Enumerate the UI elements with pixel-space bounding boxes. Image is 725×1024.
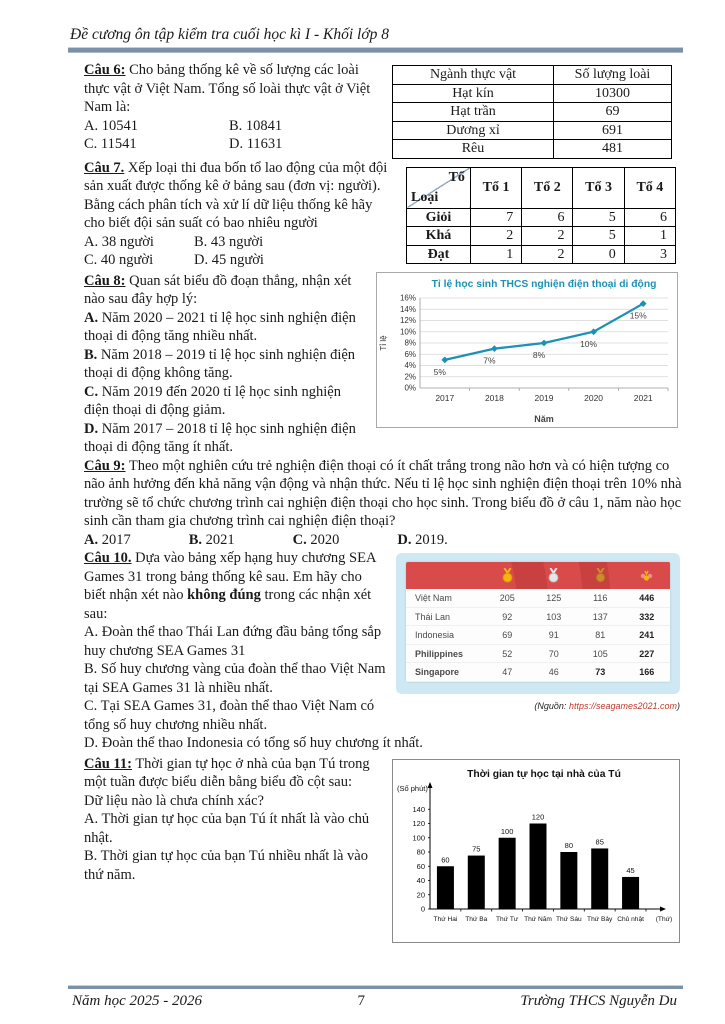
footer-row — [68, 989, 683, 1010]
table-header-row — [407, 167, 676, 208]
table-header-row — [393, 66, 672, 85]
bronze-medal-icon — [577, 568, 624, 583]
rating-value: 3 — [624, 245, 675, 264]
option-letter: C. — [84, 383, 99, 400]
q10-label: Câu 10. — [84, 550, 132, 566]
q9-paragraph — [84, 457, 683, 531]
rating-value: 2 — [522, 227, 573, 246]
count-col-header: Số lượng loài — [554, 66, 672, 85]
option-text: Năm 2019 đến 2020 tỉ lệ học sinh nghiện điện thoại di động giảm. — [84, 383, 341, 418]
q8-option-c — [84, 383, 368, 420]
q11-text: Thời gian tự học ở nhà của bạn Tú trong một tuần được biểu diễn bằng biểu đồ cột sau: — [84, 755, 370, 790]
table-row — [393, 140, 672, 159]
svg-text:Tỉ lệ học sinh THCS nghiện điệ: Tỉ lệ học sinh THCS nghiện điện thoại di động — [431, 278, 657, 290]
svg-text:15%: 15% — [629, 310, 647, 321]
rating-value: 1 — [470, 245, 521, 264]
svg-text:Thứ Năm: Thứ Năm — [524, 915, 552, 923]
table-row — [407, 208, 676, 227]
svg-text:(Thứ): (Thứ) — [655, 915, 673, 923]
q6-text: Cho bảng thống kê về số lượng các loài thực vật ở Việt Nam. Tổng số loài thực vật ở Việt Nam là: — [84, 62, 371, 115]
q10-text-after: trong các nhận xét sau: — [84, 587, 372, 622]
svg-text:16%: 16% — [399, 293, 416, 302]
total-count: 227 — [639, 648, 655, 659]
rating-value: 2 — [522, 245, 573, 264]
question-8 — [84, 272, 683, 457]
svg-text:5%: 5% — [433, 366, 446, 377]
question-11 — [84, 755, 683, 949]
total-count: 166 — [639, 667, 655, 677]
q10-text-bold: không đúng — [187, 587, 261, 603]
svg-text:Tỉ lệ: Tỉ lệ — [379, 334, 388, 351]
q9-answers — [84, 531, 683, 550]
svg-text:2020: 2020 — [584, 392, 604, 403]
q7-answer-b: B. 43 người — [194, 233, 264, 250]
total-count: 241 — [639, 630, 655, 640]
plant-species-table — [392, 65, 672, 159]
option-text: Năm 2017 – 2018 tỉ lệ học sinh nghiện điện thoại di động tăng ít nhất. — [84, 420, 356, 455]
page-content — [68, 53, 683, 979]
svg-text:7%: 7% — [483, 355, 496, 366]
total-count: 446 — [639, 593, 655, 603]
medal-table — [406, 562, 670, 682]
country-name: Indonesia — [415, 630, 455, 640]
q6-answers — [84, 117, 380, 154]
svg-text:100: 100 — [500, 826, 514, 836]
svg-text:140: 140 — [412, 804, 425, 814]
q10-option-c: C. Tại SEA Games 31, đoàn thể thao Việt Nam có tổng số huy chương nhiều nhất. — [84, 698, 375, 733]
gold-count: 69 — [502, 630, 513, 640]
plant-name: Rêu — [393, 140, 554, 159]
rating-value: 2 — [470, 227, 521, 246]
q7-label: Câu 7. — [84, 159, 125, 176]
svg-text:2018: 2018 — [484, 392, 504, 403]
silver-count: 125 — [546, 593, 562, 603]
bronze-count: 105 — [592, 648, 608, 659]
svg-text:4%: 4% — [404, 360, 416, 370]
svg-text:45: 45 — [626, 865, 635, 875]
rating-value: 6 — [522, 208, 573, 227]
medal-row — [406, 608, 670, 627]
q7-answer-c: C. 40 người — [84, 252, 154, 268]
q6-paragraph — [84, 61, 380, 117]
question-6-text-column — [84, 61, 380, 154]
table-row — [407, 245, 676, 264]
q8-option-b — [84, 346, 368, 383]
svg-text:Thứ Bảy: Thứ Bảy — [587, 915, 613, 923]
q7-answers — [84, 233, 396, 270]
diagonal-corner-cell — [407, 167, 471, 208]
question-6 — [84, 61, 683, 159]
svg-text:0%: 0% — [404, 383, 416, 392]
medal-row — [406, 663, 670, 682]
q6-answer-c: C. 11541 — [84, 136, 137, 152]
silver-count: 103 — [546, 611, 562, 622]
question-10 — [84, 549, 683, 734]
q7-answer-a: A. 38 người — [84, 233, 154, 250]
option-text: 2017 — [98, 531, 131, 548]
bronze-count: 137 — [592, 611, 608, 622]
svg-text:100: 100 — [412, 832, 425, 842]
table-row — [393, 103, 672, 122]
svg-text:10%: 10% — [580, 338, 598, 349]
option-text: Năm 2020 – 2021 tỉ lệ học sinh nghiện điện thoại di động tăng nhiều nhất. — [84, 309, 356, 344]
svg-text:(Số phút): (Số phút) — [397, 783, 428, 793]
team-col-header: Tổ 2 — [522, 167, 573, 208]
page-header — [68, 26, 683, 53]
country-name: Thái Lan — [415, 611, 451, 622]
question-7 — [84, 159, 683, 270]
corner-bottom-label: Loại — [411, 190, 439, 205]
bar-chart-figure — [392, 759, 680, 949]
option-letter: D. — [397, 531, 412, 548]
q7-answer-d: D. 45 người — [194, 252, 264, 268]
source-close: ) — [677, 700, 680, 711]
q6-answer-b: B. 10841 — [229, 117, 283, 134]
rating-value: 6 — [624, 208, 675, 227]
medal-row — [406, 626, 670, 645]
rating-value: 5 — [573, 208, 624, 227]
svg-text:2017: 2017 — [435, 392, 455, 403]
svg-text:12%: 12% — [399, 315, 416, 325]
page-footer — [68, 985, 683, 1010]
q9-answer-c — [293, 531, 340, 550]
total-count: 332 — [639, 611, 655, 622]
image-source-caption — [396, 697, 680, 716]
rating-value: 1 — [624, 227, 675, 246]
q6-label: Câu 6: — [84, 62, 126, 78]
plant-name: Hạt trần — [393, 103, 554, 122]
q11-option-b: B. Thời gian tự học của bạn Tú nhiều nhất là vào thứ năm. — [84, 848, 368, 883]
q11-option-a: A. Thời gian tự học của bạn Tú ít nhất là vào chủ nhật. — [84, 811, 370, 846]
phone-addiction-line-chart — [376, 272, 678, 428]
svg-text:120: 120 — [412, 818, 425, 828]
question-9 — [84, 457, 683, 550]
rating-value: 7 — [470, 208, 521, 227]
rating-label: Giỏi — [407, 208, 471, 227]
q6-answer-a: A. 10541 — [84, 117, 138, 134]
svg-text:Năm: Năm — [534, 413, 554, 424]
q11-question: Dữ liệu nào là chưa chính xác? — [84, 792, 264, 809]
table-row — [407, 227, 676, 246]
q9-answer-d — [397, 531, 447, 550]
rating-value: 5 — [573, 227, 624, 246]
team-col-header: Tổ 3 — [573, 167, 624, 208]
svg-text:40: 40 — [416, 875, 425, 885]
silver-count: 91 — [548, 630, 559, 640]
option-text: 2019. — [411, 531, 448, 548]
silver-medal-icon — [531, 568, 578, 583]
medal-table-header — [406, 562, 670, 589]
q9-answer-a — [84, 531, 131, 550]
medal-row — [406, 589, 670, 608]
corner-top-label: Tổ — [448, 169, 465, 185]
source-url: https://seagames2021.com — [568, 700, 677, 711]
svg-text:60: 60 — [416, 861, 425, 871]
country-name: Philippines — [415, 648, 464, 659]
q9-answer-b — [189, 531, 235, 550]
svg-text:80: 80 — [416, 847, 425, 856]
gold-count: 205 — [499, 593, 515, 603]
footer-page-number: 7 — [357, 993, 365, 1009]
q10-option-a: A. Đoàn thể thao Thái Lan đứng đầu bảng tổng sắp huy chương SEA Games 31 — [84, 624, 382, 659]
silver-count: 70 — [548, 648, 559, 659]
svg-text:6%: 6% — [404, 349, 416, 359]
plant-name: Hạt kín — [393, 84, 554, 103]
rating-value: 0 — [573, 245, 624, 264]
line-chart-figure — [376, 272, 678, 434]
source-label: (Nguồn: — [534, 700, 569, 711]
option-letter: A. — [84, 531, 99, 548]
svg-text:80: 80 — [564, 840, 574, 850]
option-letter: A. — [84, 309, 99, 326]
team-col-header: Tổ 4 — [624, 167, 675, 208]
q10-paragraph — [84, 549, 386, 623]
q7-text: Xếp loại thi đua bốn tổ lao động của một đội sản xuất được thống kê ở bảng sau (đơn vị: người). Bằng cách phân tích và xử lí dữ liệu thống kê hãy cho biết đội sản suất có bao nhiêu người — [84, 159, 388, 231]
svg-text:8%: 8% — [532, 349, 546, 360]
study-time-bar-chart — [392, 759, 680, 943]
question-8-text-column — [84, 272, 368, 457]
header-title: Đề cương ôn tập kiểm tra cuối học kì I - Khối lớp 8 — [70, 26, 390, 43]
medal-image-background — [396, 553, 680, 694]
q10-option-b: B. Số huy chương vàng của đoàn thể thao Việt Nam tại SEA Games 31 là nhiều nhất. — [84, 661, 386, 696]
q11-label: Câu 11: — [84, 755, 132, 772]
plant-count: 481 — [554, 140, 672, 159]
q7-paragraph — [84, 159, 396, 233]
gold-count: 52 — [502, 648, 513, 659]
q8-option-a — [84, 309, 368, 346]
question-7-text-column — [84, 159, 396, 270]
option-text: 2021 — [202, 531, 235, 548]
bronze-count: 116 — [593, 593, 608, 603]
question-11-text-column — [84, 755, 384, 885]
plant-count: 691 — [554, 121, 672, 140]
plant-count: 10300 — [554, 84, 672, 103]
q8-label: Câu 8: — [84, 272, 126, 289]
svg-text:60: 60 — [441, 854, 450, 864]
plant-count: 69 — [554, 103, 672, 122]
bronze-count: 73 — [595, 667, 606, 677]
option-letter: B. — [84, 346, 98, 363]
svg-text:14%: 14% — [399, 304, 416, 314]
svg-text:20: 20 — [416, 889, 425, 899]
option-letter: B. — [188, 531, 203, 548]
svg-text:Thứ Ba: Thứ Ba — [465, 915, 488, 923]
option-text: Năm 2018 – 2019 tỉ lệ học sinh nghiện điện thoại di động không tăng. — [84, 346, 356, 381]
svg-text:85: 85 — [595, 836, 604, 846]
gold-count: 92 — [502, 611, 513, 622]
footer-school-name: Trường THCS Nguyễn Du — [520, 993, 677, 1009]
svg-text:120: 120 — [531, 812, 545, 821]
team-rating-table — [406, 167, 676, 265]
svg-text:8%: 8% — [404, 338, 416, 347]
svg-text:Thứ Sáu: Thứ Sáu — [556, 915, 582, 923]
svg-text:Thứ Hai: Thứ Hai — [433, 915, 458, 923]
table-row — [393, 84, 672, 103]
svg-text:75: 75 — [472, 844, 481, 854]
q6-answer-d: D. 11631 — [229, 136, 283, 152]
plant-name: Dương xỉ — [393, 121, 554, 140]
bronze-count: 81 — [595, 630, 606, 640]
country-name: Singapore — [415, 667, 460, 677]
silver-count: 46 — [548, 667, 559, 677]
medal-row — [406, 645, 670, 664]
sea-games-medal-figure — [396, 553, 680, 715]
country-name: Việt Nam — [415, 593, 452, 603]
footer-school-year: Năm học 2025 - 2026 — [72, 993, 202, 1009]
svg-text:10%: 10% — [399, 326, 416, 336]
svg-text:0: 0 — [420, 904, 425, 913]
q8-paragraph — [84, 272, 368, 309]
option-letter: D. — [84, 420, 99, 437]
svg-text:Thời gian tự học tại nhà của T: Thời gian tự học tại nhà của Tú — [467, 768, 621, 780]
q10-option-d: D. Đoàn thể thao Indonesia có tổng số huy chương ít nhất. — [84, 735, 423, 751]
team-col-header: Tổ 1 — [470, 167, 521, 208]
rating-label: Đạt — [407, 245, 471, 264]
q9-label: Câu 9: — [84, 457, 126, 474]
rating-label: Khá — [407, 227, 471, 246]
q11-paragraph — [84, 755, 384, 792]
option-letter: C. — [292, 531, 307, 548]
option-text: 2020 — [306, 531, 340, 548]
svg-text:2021: 2021 — [633, 392, 653, 403]
q8-option-d — [84, 420, 368, 457]
q9-text: Theo một nghiên cứu trẻ nghiện điện thoại có ít chất trắng trong não hơn và có hiện tượng co não ảnh hưởng đến khả năng vận động và nhận thức. Nếu tỉ lệ học sinh nghiện điện thoại trên 10% nhà trường sẽ tổ chức chương trình cai nghiện điện thoại cho học sinh. Trong biểu đồ ở câu 1, năm nào học sinh cần tham gia chương trình cai nghiện điện thoại? — [84, 457, 682, 529]
question-10-text-column — [84, 549, 386, 734]
q10-text-before: Dựa vào bảng xếp hạng huy chương SEA Games 31 trong bảng thống kê sau. Em hãy cho biết nhận xét nào — [84, 550, 376, 603]
total-medals-icon — [624, 568, 671, 583]
q8-text: Quan sát biểu đồ đoạn thẳng, nhận xét nào sau đây hợp lý: — [84, 272, 352, 307]
gold-count: 47 — [502, 667, 513, 677]
svg-text:2019: 2019 — [534, 392, 554, 403]
svg-text:2%: 2% — [404, 371, 416, 381]
plant-col-header: Ngành thực vật — [393, 66, 554, 85]
svg-text:Thứ Tư: Thứ Tư — [496, 915, 519, 923]
svg-text:Chủ nhật: Chủ nhật — [617, 915, 644, 923]
table-row — [393, 121, 672, 140]
gold-medal-icon — [484, 568, 531, 583]
